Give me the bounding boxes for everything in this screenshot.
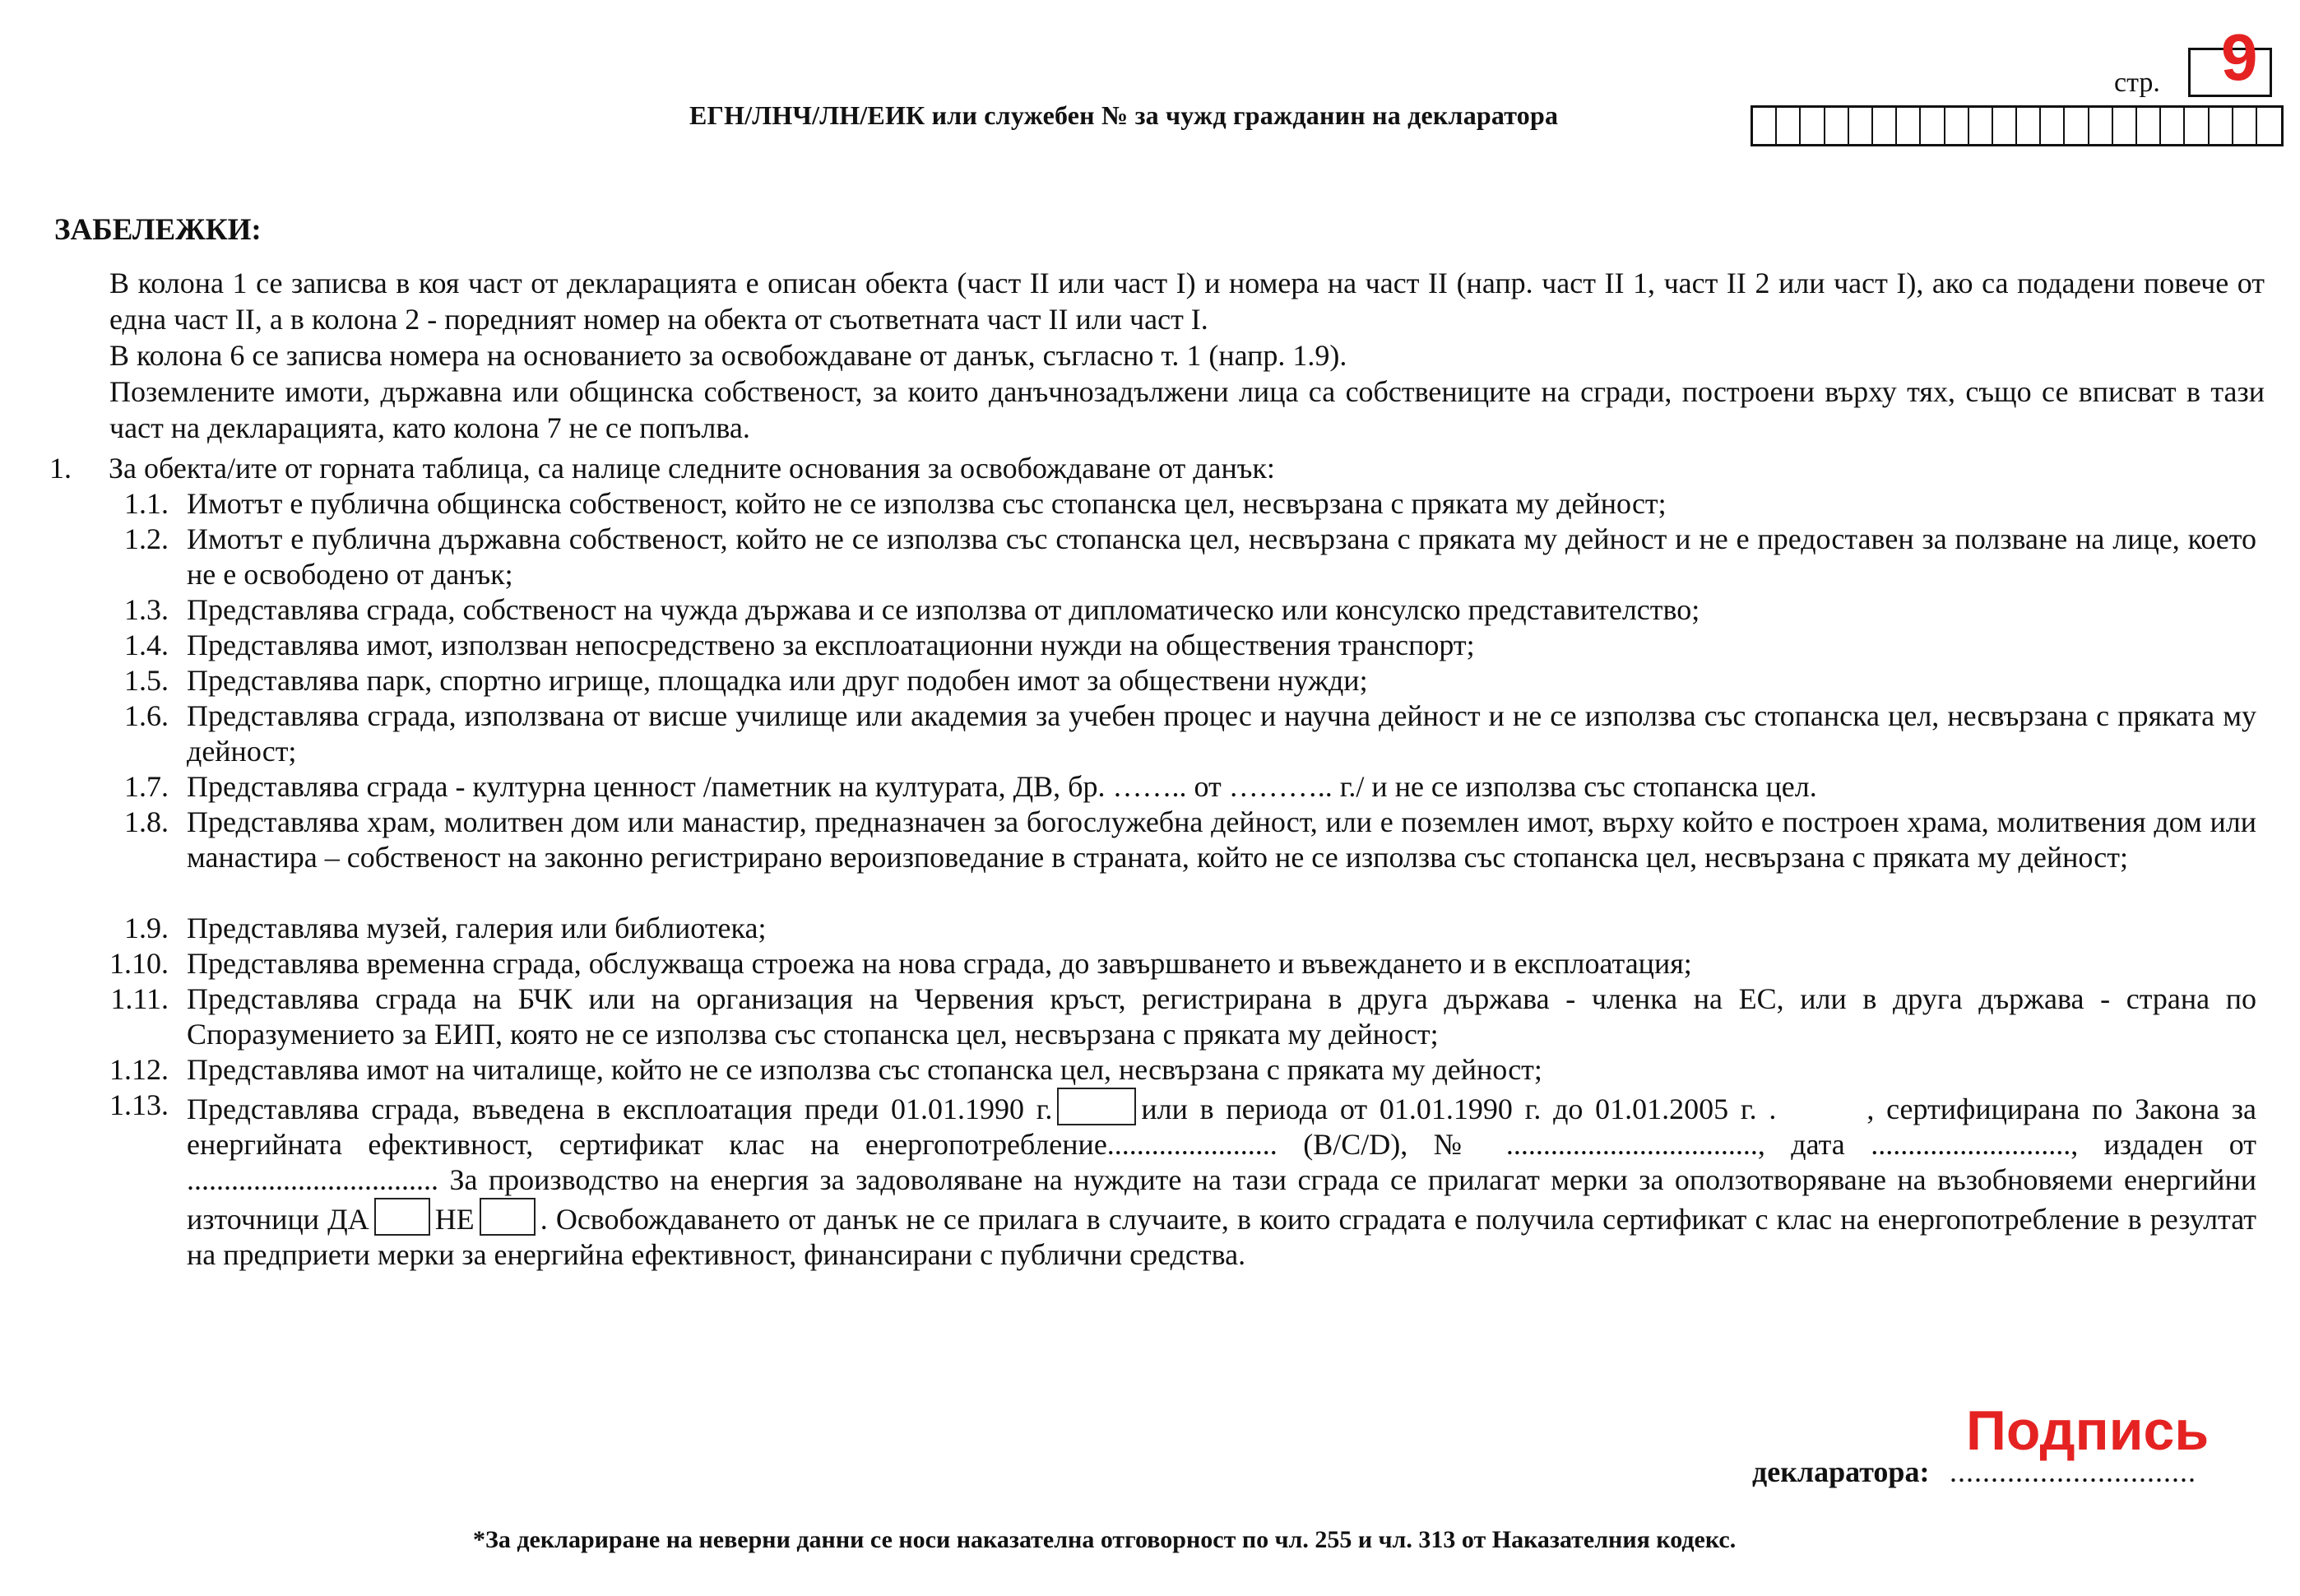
page-number: 9 xyxy=(2221,21,2258,94)
list-item xyxy=(95,663,2256,698)
list-text: Представлява сграда, използвана от висше училище или академия за учебен процес и научна дейност и не се използва със стопанска цел, несвързана с пряката му дейност; xyxy=(187,699,2256,768)
list-text: Имотът е публична държавна собственост, който не се използва със стопанска цел, несвързана с пряката му дейност и не е предоставен за ползване на лице, което не е освободено от данък; xyxy=(187,522,2256,591)
item13-text-d: НЕ xyxy=(434,1203,475,1236)
list-number: 1.2. xyxy=(124,522,169,555)
egn-digit-cell[interactable] xyxy=(2161,108,2185,144)
egn-input-boxes[interactable] xyxy=(1751,105,2284,146)
list-item xyxy=(95,1052,2256,1088)
egn-digit-cell[interactable] xyxy=(1945,108,1969,144)
list-text: Имотът е публична общинска собственост, който не се използва със стопанска цел, несвързана с пряката му дейност; xyxy=(187,487,1667,520)
before-1990-checkbox[interactable] xyxy=(1057,1088,1136,1125)
egn-digit-cell[interactable] xyxy=(2210,108,2233,144)
list-number: 1.8. xyxy=(124,805,169,838)
list-number: 1.1. xyxy=(124,487,169,520)
item13-text-c: , сертифицирана по Закона за енергийната ефективност, сертификат клас на енергопотребление....................... (B/C/D), № .................................., дата ..........................., издаден от .................................. За производство на енергия за задоволяване на нуждите на тази сграда се прилагат мерки за оползотворяване на възобновяеми енергийни източници ДА xyxy=(187,1093,2257,1236)
list-text: Представлява временна сграда, обслужваща строежа на нова сграда, до завършването и въвеждането и в експлоатация; xyxy=(187,947,1692,980)
egn-digit-cell[interactable] xyxy=(1777,108,1801,144)
item13-text-b: или в периода от 01.01.1990 г. до 01.01.2005 г. . xyxy=(1141,1093,1777,1125)
notes-title: ЗАБЕЛЕЖКИ: xyxy=(54,213,262,247)
list-item xyxy=(95,911,2256,946)
egn-digit-cell[interactable] xyxy=(1825,108,1849,144)
list-number: 1.5. xyxy=(124,664,169,697)
egn-digit-cell[interactable] xyxy=(2257,108,2281,144)
egn-digit-cell[interactable] xyxy=(2185,108,2209,144)
egn-digit-cell[interactable] xyxy=(1873,108,1897,144)
egn-digit-cell[interactable] xyxy=(2065,108,2089,144)
egn-digit-cell[interactable] xyxy=(1801,108,1825,144)
list-item xyxy=(95,592,2256,628)
list-number: 1.4. xyxy=(124,629,169,661)
item13-text-a: Представлява сграда, въведена в експлоатация преди 01.01.1990 г. xyxy=(187,1093,1053,1125)
egn-digit-cell[interactable] xyxy=(2233,108,2257,144)
yes-checkbox[interactable] xyxy=(374,1198,430,1236)
egn-digit-cell[interactable] xyxy=(2113,108,2137,144)
list-item xyxy=(95,946,2256,981)
egn-digit-cell[interactable] xyxy=(1969,108,1993,144)
list-text: Представлява имот, използван непосредствено за експлоатационни нужди на обществения транспорт; xyxy=(187,629,1475,661)
list-number: 1.6. xyxy=(124,699,169,732)
handwritten-signature: Подпись xyxy=(1966,1399,2210,1462)
note-paragraph-2: В колона 6 се записва номера на основанието за освобождаване от данък, съгласно т. 1 (напр. 1.9). xyxy=(109,339,1347,372)
signature-label: декларатора: xyxy=(1752,1455,1930,1488)
list-item xyxy=(95,769,2256,805)
signature-line[interactable]: .............................. xyxy=(1950,1455,2196,1488)
list-number: 1.3. xyxy=(124,593,169,626)
egn-digit-cell[interactable] xyxy=(1993,108,2017,144)
list-number: 1.7. xyxy=(124,770,169,803)
list-number: 1.10. xyxy=(109,947,169,980)
egn-label: ЕГН/ЛНЧ/ЛН/ЕИК или служебен № за чужд гражданин на декларатора xyxy=(689,100,1559,130)
list-text: Представлява храм, молитвен дом или манастир, предназначен за богослужебна дейност, или е поземлен имот, върху който е построен храма, молитвения дом или манастира – собственост на законно регистрирано вероизповедание в страната, който не се използва със стопанска цел, несвързана с пряката му дейност; xyxy=(187,805,2256,874)
egn-digit-cell[interactable] xyxy=(2089,108,2113,144)
no-checkbox[interactable] xyxy=(480,1198,536,1236)
list-item xyxy=(95,698,2256,769)
list-number: 1.12. xyxy=(109,1053,169,1086)
list-number: 1.9. xyxy=(124,912,169,944)
list-text: Представлява сграда, собственост на чужда държава и се използва от дипломатическо или консулско представителство; xyxy=(187,593,1700,626)
list-item xyxy=(95,981,2256,1052)
note-paragraph-1: В колона 1 се записва в коя част от декларацията е описан обекта (част II или част I) и номера на част II (напр. част II 1, част II 2 или част I), ако са подадени повече от една част II, а в колона 2 - поредният номер на обекта от съответната част II или част I. xyxy=(109,267,2265,336)
list-text: Представлява сграда - културна ценност /паметник на културата, ДВ, бр. …….. от ……….. г./ и не се използва със стопанска цел. xyxy=(187,770,1817,803)
list-text: Представлява имот на читалище, който не се използва със стопанска цел, несвързана с пряката му дейност; xyxy=(187,1053,1542,1086)
list-text: Представлява музей, галерия или библиотека; xyxy=(187,912,767,944)
list-item xyxy=(95,805,2256,875)
list-number: 1.13. xyxy=(109,1088,169,1121)
list-text xyxy=(187,1088,2256,1273)
footnote: *За деклариране на неверни данни се носи наказателна отговорност по чл. 255 и чл. 313 от Наказателния кодекс. xyxy=(473,1526,1737,1553)
list-number: 1.11. xyxy=(110,982,169,1015)
list-item xyxy=(95,628,2256,663)
list-text: Представлява сграда на БЧК или на организация на Червения кръст, регистрирана в друга държава - членка на ЕС, или в друга държава - страна по Споразумението за ЕИП, която не се използва със стопанска цел, несвързана с пряката му дейност; xyxy=(187,982,2256,1051)
list-item xyxy=(95,486,2256,522)
list-text: За обекта/ите от горната таблица, са налице следните основания за освобождаване от данък: xyxy=(109,452,1275,485)
list-item xyxy=(95,522,2256,592)
egn-digit-cell[interactable] xyxy=(2017,108,2041,144)
note-paragraph-3: Поземлените имоти, държавна или общинска собственост, за които данъчнозадължени лица са собствениците на сгради, построени върху тях, също се вписват в тази част на декларацията, като колона 7 не се попълва. xyxy=(109,375,2265,444)
egn-digit-cell[interactable] xyxy=(2041,108,2065,144)
egn-digit-cell[interactable] xyxy=(1897,108,1921,144)
egn-digit-cell[interactable] xyxy=(1753,108,1777,144)
egn-digit-cell[interactable] xyxy=(2137,108,2161,144)
page-label: стр. xyxy=(2114,67,2160,98)
item13-text-e: . Освобождаването от данък не се прилага в случаите, в които сградата е получила сертификат с клас на енергопотребление в резултат на предприети мерки за енергийна ефективност, финансирани с публични средства. xyxy=(187,1203,2256,1271)
egn-digit-cell[interactable] xyxy=(1849,108,1873,144)
list-item-1 xyxy=(49,451,2254,486)
list-item-1-13 xyxy=(95,1088,2256,1273)
list-text: Представлява парк, спортно игрище, площадка или друг подобен имот за обществени нужди; xyxy=(187,664,1368,697)
list-number: 1. xyxy=(49,452,72,485)
egn-digit-cell[interactable] xyxy=(1921,108,1945,144)
